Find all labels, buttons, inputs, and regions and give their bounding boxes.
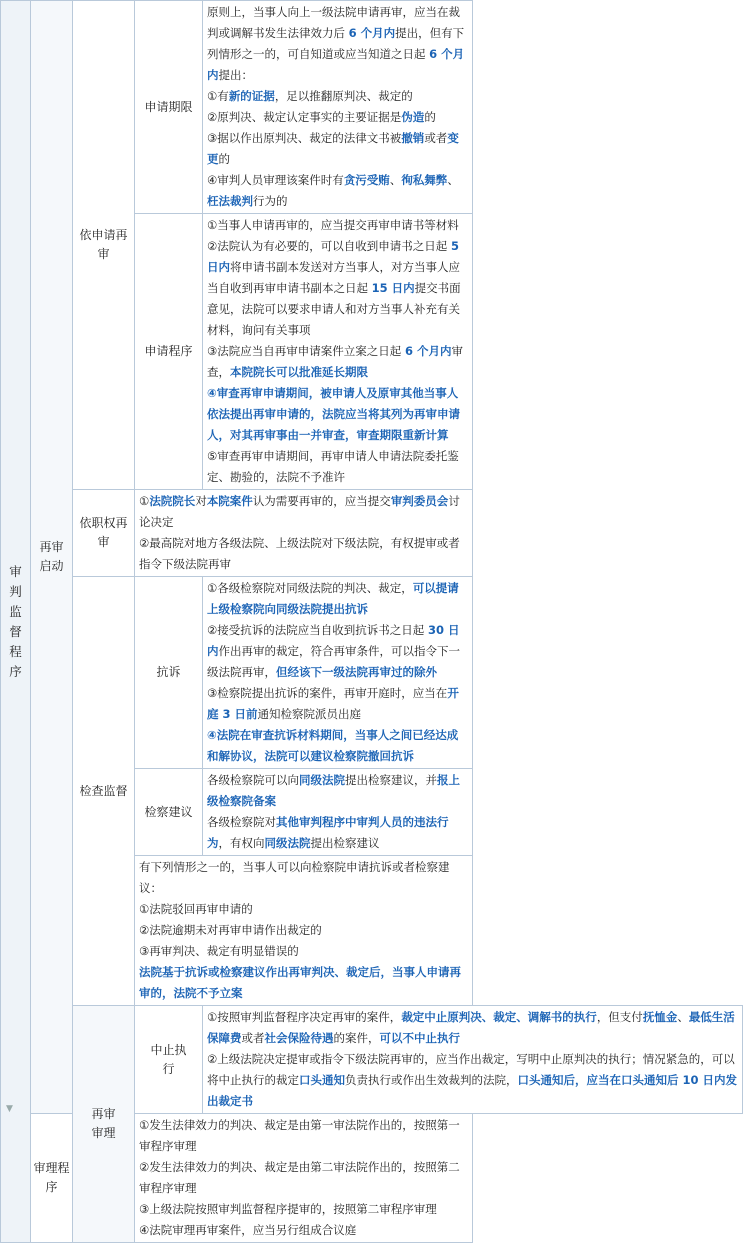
text-line [207, 620, 468, 683]
text-line [139, 1115, 468, 1157]
plain-text: 、 [447, 173, 459, 187]
emphasis-text: 审判委员会 [390, 494, 449, 508]
plain-text: 认为需要再审的，应当提交 [252, 494, 391, 508]
by-application-cell [73, 1, 135, 490]
emphasis-text: 6 个月内 [404, 344, 452, 358]
text-line [139, 491, 468, 533]
trial-procedure-content [135, 1114, 473, 1243]
emphasis-text: 新的证据 [228, 89, 275, 103]
text-line [139, 857, 468, 899]
text-line [207, 2, 468, 86]
text-line [207, 725, 468, 767]
plain-text: ③上级法院按照审判监督程序提审的，按照第二审程序审理 [139, 1202, 437, 1216]
by-authority-content [135, 490, 473, 577]
category-label: 审判监督程序 [9, 563, 22, 679]
text-line [207, 812, 468, 854]
protest-content [203, 577, 473, 769]
emphasis-text: 同级法院 [264, 836, 311, 850]
text-line [207, 1007, 738, 1049]
plain-text: ①发生法律效力的判决、裁定是由第一审法院作出的，按照第一审程序审理 [139, 1118, 460, 1153]
trial-label: 再审审理 [91, 1107, 116, 1140]
category-cell [1, 1, 31, 1243]
suggestion-content [203, 769, 473, 856]
plain-text: ③据以作出原判决、裁定的法律文书被 [207, 131, 402, 145]
suspension-content [203, 1006, 743, 1114]
emphasis-text: 但经该下一级法院再审过的除外 [276, 665, 437, 679]
plain-text: 作出再审的裁定，符合再审条件，可以指令下一级法院再审， [207, 644, 460, 679]
text-line [139, 899, 468, 920]
trial-procedure-cell [31, 1114, 73, 1243]
procuratorate-label: 检查监督 [79, 783, 128, 798]
plain-text: 原则上，当事人向上一级法院申请再审，应当在裁判或调解书发生法律效力后 [207, 5, 460, 40]
plain-text: ④审判人员审理该案件时有 [207, 173, 344, 187]
text-line [207, 107, 468, 128]
emphasis-text: 裁定中止原判决、裁定、调解书的执行 [401, 1010, 597, 1024]
plain-text: ①按照审判监督程序决定再审的案件， [207, 1010, 402, 1024]
plain-text: ②上级法院决定提审或指令下级法院再审的，应当作出裁定，写明中止原判决的执行；情况紧急的，可以将中止执行的裁定 [207, 1052, 735, 1087]
plain-text: ，有权向 [218, 836, 265, 850]
plain-text: 或者 [241, 1031, 265, 1045]
protest-label-cell [135, 577, 203, 769]
text-line [207, 215, 468, 236]
plain-text: 提出检察建议，并 [345, 773, 437, 787]
emphasis-text: 可以不中止执行 [379, 1031, 460, 1045]
emphasis-text: 社会保险待遇 [264, 1031, 334, 1045]
emphasis-text: ④审查再审申请期间，被申请人及原审其他当事人依法提出再审申请的，法院应当将其列为再审申请人，对其再审事由一并审查，审查期限重新计算 [207, 386, 460, 442]
text-line [207, 86, 468, 107]
plain-text: ①各级检察院对同级法院的判决、裁定， [207, 581, 413, 595]
restart-label: 再审启动 [39, 540, 64, 573]
plain-text: ，但支付 [596, 1010, 643, 1024]
plain-text: ②最高院对地方各级法院、上级法院对下级法院，有权提审或者指令下级法院再审 [139, 536, 460, 571]
text-line [139, 1220, 468, 1241]
plain-text: ③检察院提出抗诉的案件，再审开庭时，应当在 [207, 686, 448, 700]
emphasis-text: 可以提请上级检察院向同级法院提出抗诉 [207, 581, 459, 616]
emphasis-text: 伪造 [401, 110, 425, 124]
plain-text: 提出： [218, 68, 253, 82]
plain-text: ②法院认为有必要的，可以自收到申请书之日起 [207, 239, 451, 253]
procedure-label-cell [135, 214, 203, 490]
by-authority-cell [73, 490, 135, 577]
emphasis-text: 口头通知后，应当在口头通知后 10 日内发出裁定书 [207, 1073, 738, 1108]
plain-text: ②发生法律效力的判决、裁定是由第二审法院作出的，按照第二审程序审理 [139, 1160, 460, 1195]
emphasis-text: 本院案件 [206, 494, 253, 508]
suspension-cell [135, 1006, 203, 1114]
protest-label: 抗诉 [156, 665, 181, 679]
emphasis-text: 5 日内 [207, 239, 459, 274]
emphasis-text: 枉法裁判 [207, 194, 253, 208]
emphasis-text: 最低生活保障费 [207, 1010, 735, 1045]
text-line [207, 128, 468, 170]
plain-text: ①当事人申请再审的，应当提交再审申请书等材料 [207, 218, 459, 232]
emphasis-text: 其他审判程序中审判人员的违法行为 [207, 815, 449, 850]
plain-text: ⑤审查再审申请期间，再审申请人申请法院委托鉴定、勘验的，法院不予准许 [207, 449, 459, 484]
procedure-label: 申请程序 [144, 344, 193, 358]
emphasis-text: 开庭 3 日前 [207, 686, 459, 721]
plain-text: ④法院审理再审案件，应当另行组成合议庭 [139, 1223, 357, 1237]
text-line [207, 1049, 738, 1112]
plain-text: 的 [424, 110, 436, 124]
text-line [207, 383, 468, 446]
emphasis-text: 6 个月内 [207, 47, 465, 82]
period-label-cell [135, 1, 203, 214]
emphasis-text: 法院院长 [149, 494, 196, 508]
plain-text: 的案件， [333, 1031, 380, 1045]
plain-text: ①有 [207, 89, 229, 103]
emphasis-text: 贪污受贿 [343, 173, 390, 187]
plain-text: ②接受抗诉的法院应当自收到抗诉书之日起 [207, 623, 428, 637]
plain-text: 行为的 [253, 194, 288, 208]
plain-text: 各级检察院对 [207, 815, 276, 829]
period-label: 申请期限 [144, 99, 193, 114]
plain-text: ②原判决、裁定认定事实的主要证据是 [207, 110, 402, 124]
by-authority-label: 依职权再审 [79, 516, 128, 549]
suspension-label: 中止执行 [150, 1042, 187, 1076]
text-line [207, 170, 468, 212]
restart-cell [31, 1, 73, 1114]
emphasis-text: 抚恤金 [642, 1010, 678, 1024]
emphasis-text: 同级法院 [299, 773, 345, 787]
trial-procedure-label: 审理程序 [33, 1161, 70, 1194]
emphasis-text: 本院院长可以批准延长期限 [230, 365, 368, 379]
text-line [139, 941, 468, 962]
emphasis-text: ④法院在审查抗诉材料期间，当事人之间已经达成和解协议，法院可以建议检察院撤回抗诉 [207, 728, 459, 763]
text-line [139, 1157, 468, 1199]
text-line [139, 533, 468, 575]
emphasis-text: 撤销 [401, 131, 425, 145]
by-application-label: 依申请再审 [79, 228, 128, 261]
procedure-content [203, 214, 473, 490]
trial-cell [73, 1006, 135, 1243]
text-line [207, 341, 468, 383]
plain-text: ①法院驳回再审申请的 [139, 902, 253, 916]
plain-text: 提交书面意见，法院可以要求申请人和对方当事人补充有关材料，询问有关事项 [207, 281, 461, 337]
plain-text: 各级检察院可以向 [207, 773, 299, 787]
plain-text: 提出，但有下列情形之一的，可自知道或应当知道之日起 [207, 26, 465, 61]
emphasis-text: 15 日内 [371, 281, 415, 295]
text-line [207, 446, 468, 488]
plain-text: 、 [389, 173, 402, 187]
emphasis-text: 徇私舞弊 [401, 173, 448, 187]
emphasis-text: 变更 [207, 131, 459, 166]
text-line [139, 962, 468, 1004]
emphasis-text: 法院基于抗诉或检察建议作出再审判决、裁定后，当事人申请再审的，法院不予立案 [139, 965, 461, 1000]
text-line [139, 920, 468, 941]
plain-text: 讨论决定 [139, 494, 460, 529]
plain-text: 的 [218, 152, 230, 166]
emphasis-text: 30 日内 [207, 623, 460, 658]
procuratorate-cell [73, 577, 135, 1006]
plain-text: ③法院应当自再审申请案件立案之日起 [207, 344, 405, 358]
suggestion-label-cell [135, 769, 203, 856]
plain-text: ① [139, 494, 150, 508]
plain-text: ②法院逾期未对再审申请作出裁定的 [139, 923, 322, 937]
suggestion-label: 检察建议 [144, 804, 193, 819]
plain-text: ③再审判决、裁定有明显错误的 [139, 944, 299, 958]
emphasis-text: 6 个月内 [348, 26, 396, 40]
plain-text: 、 [677, 1010, 689, 1024]
plain-text: 或者 [424, 131, 448, 145]
plain-text: 将申请书副本发送对方当事人，对方当事人应当自收到再审申请书副本之日起 [207, 260, 460, 295]
plain-text: 提出检察建议 [310, 836, 380, 850]
collapse-triangle-icon[interactable]: ▼ [6, 1104, 13, 1114]
text-line [207, 683, 468, 725]
text-line [207, 770, 468, 812]
text-line [139, 1199, 468, 1220]
plain-text: 对 [195, 494, 207, 508]
period-content [203, 1, 473, 214]
text-line [207, 236, 468, 341]
plain-text: 负责执行或作出生效裁判的法院， [345, 1073, 518, 1087]
plain-text: 通知检察院派员出庭 [257, 707, 362, 721]
plain-text: 有下列情形之一的，当事人可以向检察院申请抗诉或者检察建议： [139, 860, 450, 895]
emphasis-text: 报上级检察院备案 [207, 773, 460, 808]
party-application-content [135, 856, 473, 1006]
emphasis-text: 口头通知 [299, 1073, 345, 1087]
text-line [207, 578, 468, 620]
plain-text: 审查， [207, 344, 463, 379]
plain-text: ，足以推翻原判决、裁定的 [274, 89, 413, 103]
